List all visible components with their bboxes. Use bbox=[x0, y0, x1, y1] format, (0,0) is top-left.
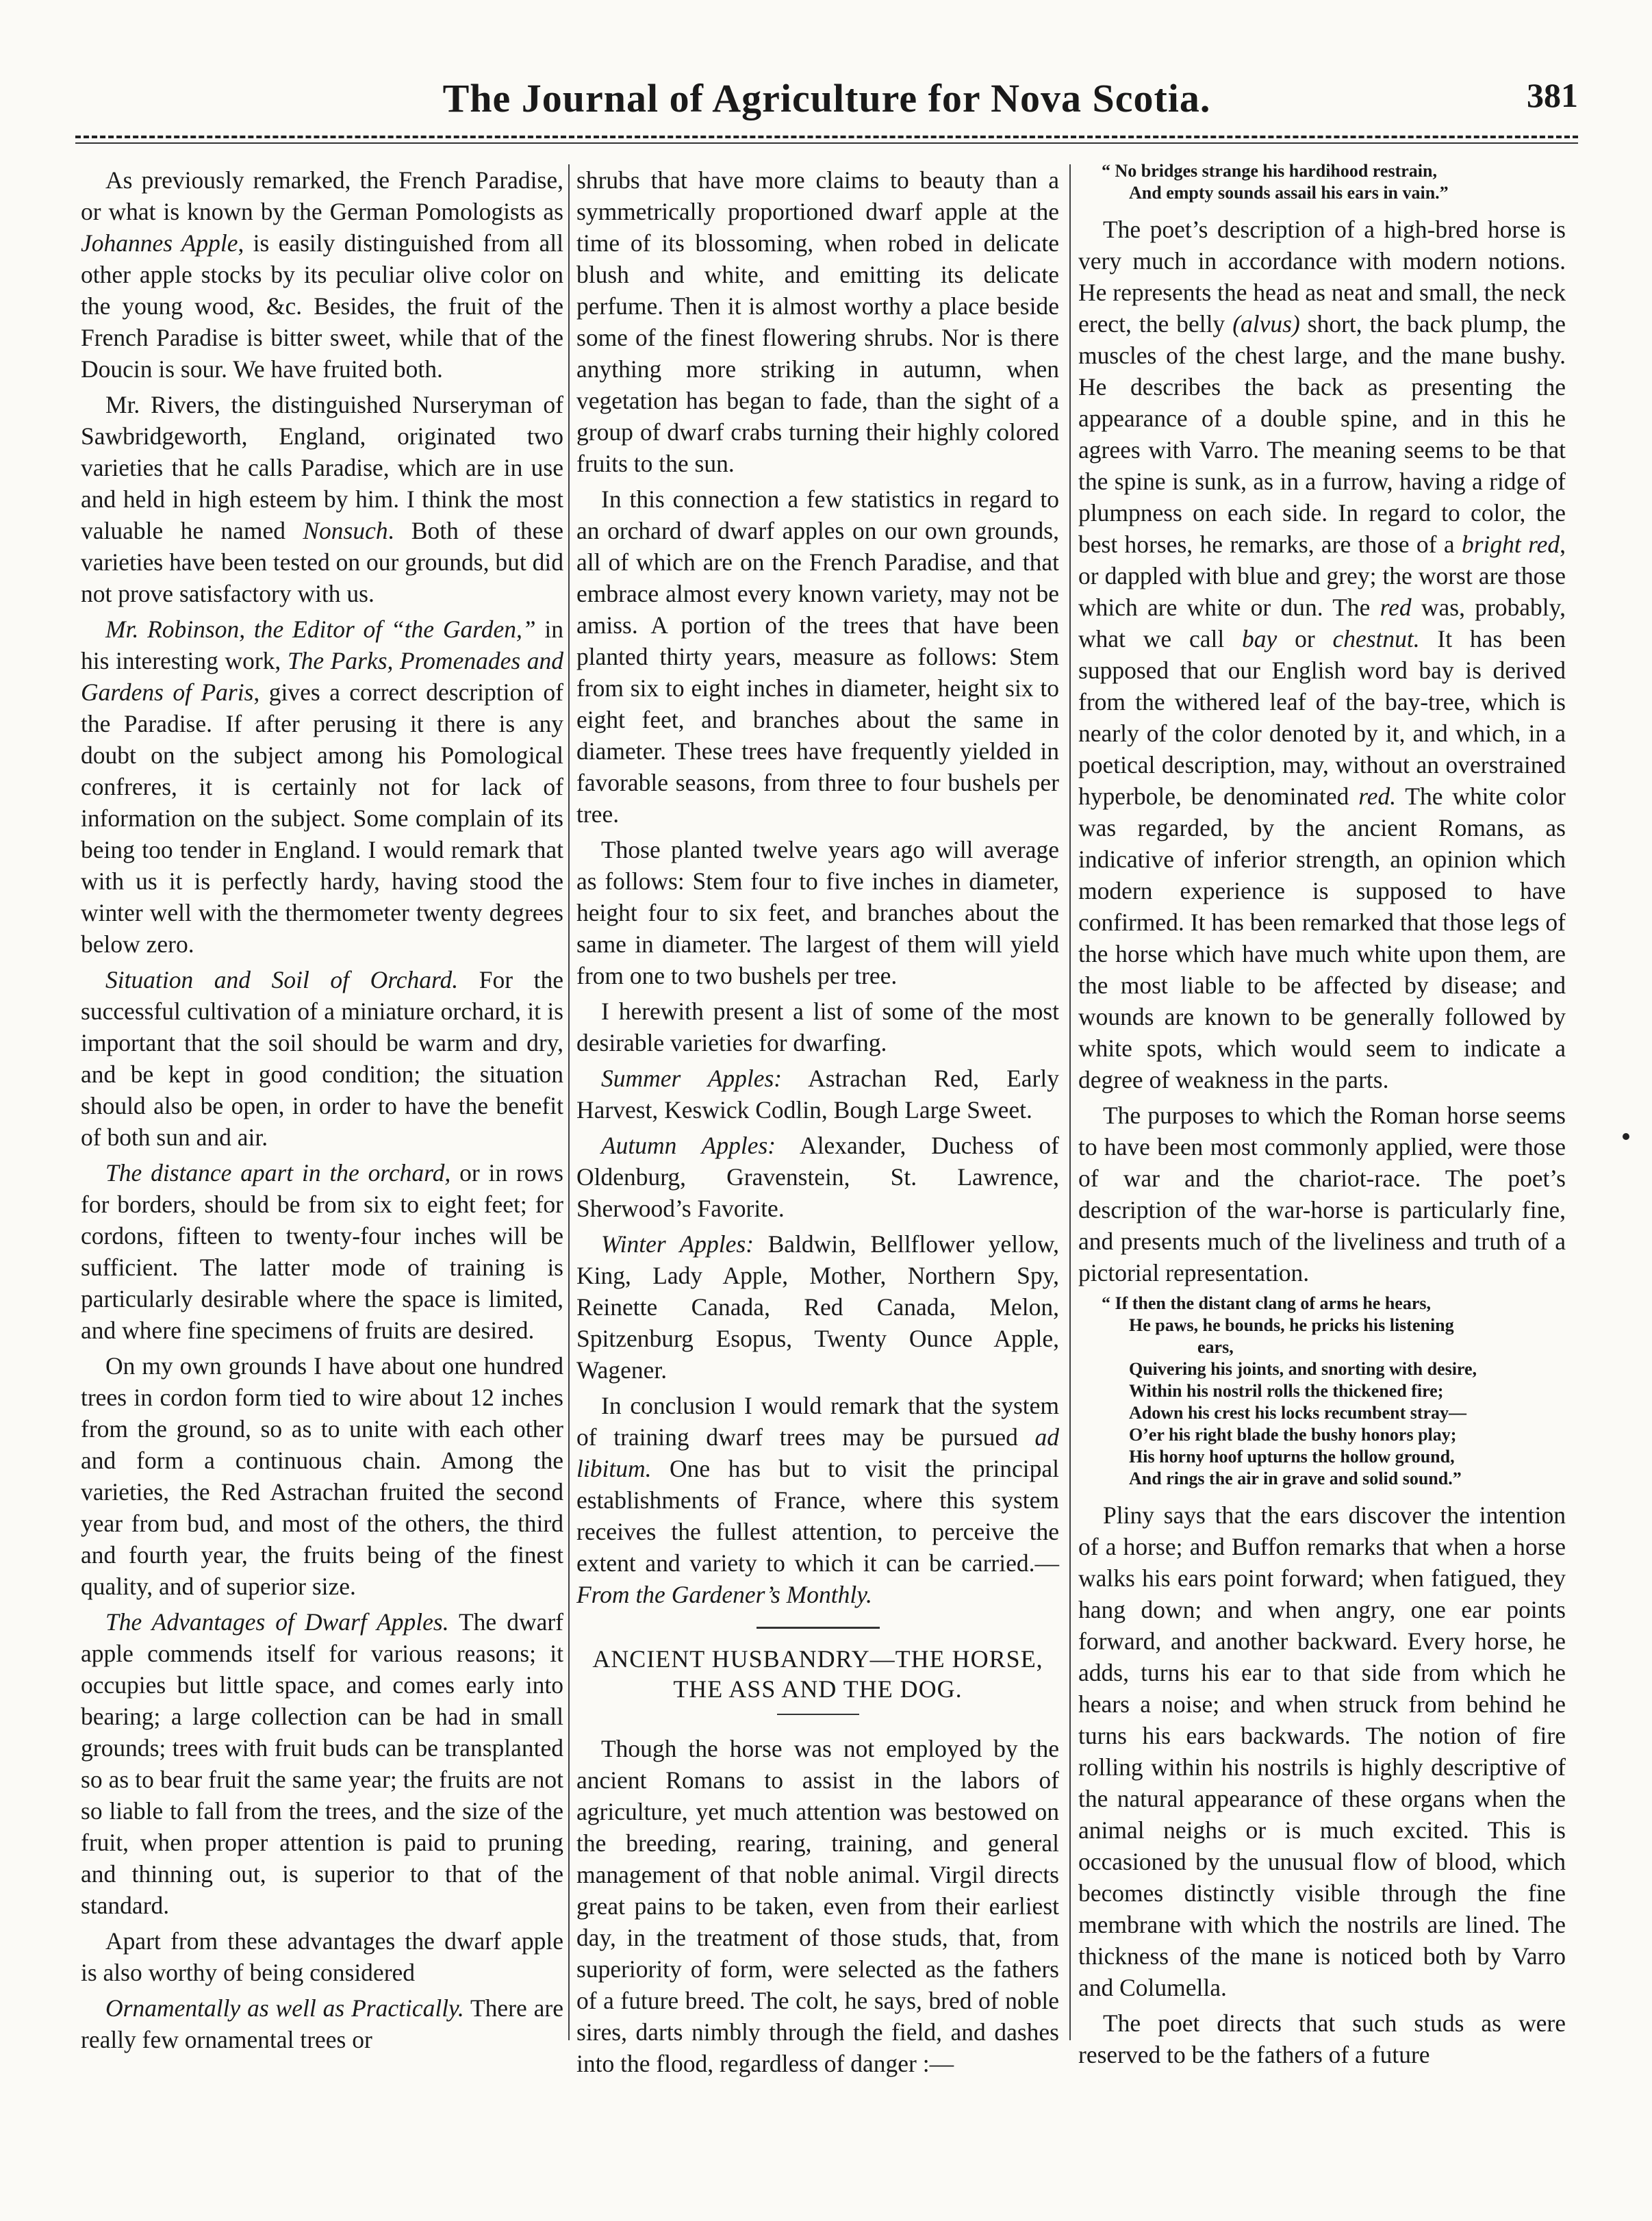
paragraph: In this connection a few statistics in regard to an orchard of dwarf apples on our own grounds, all of which are on the French Paradise, and that embrace almost every known variety, may not be amiss. A portion of the trees that have been planted thirty years, measure as follows: Stem from six to eight inches in diameter, height six to eight feet, and branches about the same in diameter. These trees have frequently yielded in favorable seasons, from three to four bushels per tree. bbox=[576, 485, 1059, 828]
paragraph: I herewith present a list of some of the most desirable varieties for dwarfing. bbox=[576, 998, 1059, 1056]
margin-ink-dot bbox=[1623, 1133, 1629, 1140]
paragraph: Mr. Rivers, the distinguished Nurseryman of Sawbridgeworth, England, originated two varieties that he calls Paradise, which are in use and held in high esteem by him. I think the most valuable he named Nonsuch. Both of these varieties have been tested on our grounds, but did not prove satisfactory with us. bbox=[81, 391, 563, 607]
page-header bbox=[75, 75, 1578, 137]
article-heading: ANCIENT HUSBANDRY—THE HORSE, THE ASS AND THE DOG. bbox=[592, 1645, 1043, 1703]
paragraph: Pliny says that the ears discover the intention of a horse; and Buffon remarks that when a horse walks his ears point forward; when fatigued, they hang down; and when angry, one ear points forward, and another backward. Every horse, he adds, turns his ear to that side from which he hears a noise; and when struck from behind he turns his ears backwards. The notion of fire rolling within his nostrils is highly descriptive of the natural appearance of these organs when the animal neighs or is much excited. This is occasioned by the unusual flow of blood, which becomes distinctly visible through the fine membrane with which the nostrils are lined. The thickness of the mane is noticed both by Varro and Columella. bbox=[1078, 1501, 1566, 2001]
paragraph: The poet’s description of a high-bred horse is very much in accordance with modern notions. He represents the head as neat and small, the neck erect, the belly (alvus) short, the back plump, the muscles of the chest large, and the mane bushy. He describes the back as presenting the appearance of a double spine, and in this he agrees with Varro. The meaning seems to be that the spine is sunk, as in a furrow, having a ridge of plumpness on each side. In regard to color, the best horses, he remarks, are those of a bright red, or dappled with blue and grey; the worst are those which are white or dun. The red was, probably, what we call bay or chestnut. It has been supposed that our English word bay is derived from the withered leaf of the bay-tree, which is nearly of the color denoted by it, and which, in a poetical description, may, without an overstrained hyperbole, be denominated red. The white color was regarded, by the ancient Romans, as indicative of inferior strength, an opinion which modern experience is supposed to have confirmed. It has been remarked that those legs of the horse which have much white upon them, are the most liable to be affected by disease; and wounds are known to be generally followed by white spots, which would seem to indicate a degree of weakness in the parts. bbox=[1078, 216, 1566, 1093]
paragraph: Situation and Soil of Orchard. For the successful cultivation of a miniature orchard, it is important that the soil should be warm and dry, and be kept in good condition; the situation should also be open, in order to have the benefit of both sun and air. bbox=[81, 966, 563, 1151]
column-3 bbox=[1078, 161, 1566, 2074]
paragraph: Autumn Apples: Alexander, Duchess of Oldenburg, Gravenstein, St. Lawrence, Sherwood’s Favorite. bbox=[576, 1132, 1059, 1222]
header-rule bbox=[75, 136, 1578, 138]
paragraph: The poet directs that such studs as were reserved to be the fathers of a future bbox=[1078, 2009, 1566, 2068]
page-number: 381 bbox=[1527, 76, 1578, 114]
column-1 bbox=[81, 164, 563, 2059]
paragraph: The purposes to which the Roman horse seems to have been most commonly applied, were those of war and the chariot-race. The poet’s description of the war-horse is particularly fine, and presents much of the liveliness and truth of a pictorial representation. bbox=[1078, 1102, 1566, 1286]
column-2 bbox=[576, 164, 1059, 2083]
paragraph: The Advantages of Dwarf Apples. The dwarf apple commends itself for various reasons; it occupies but little space, and comes early into bearing; a large collection can be had in small grounds; trees with fruit buds can be transplanted so as to bear fruit the same year; the fruits are not so liable to fall from the trees, and the size of the fruit, when proper attention is paid to pruning and thinning out, is superior to that of the standard. bbox=[81, 1608, 563, 1919]
verse-quote: “ No bridges strange his hardihood restrain, And empty sounds assail his ears in vain.” bbox=[1102, 161, 1449, 203]
verse-quote: “ If then the distant clang of arms he hears, He paws, he bounds, he pricks his listening ears, Quivering his joints, and snorting with desire, Within his nostril rolls the thickened fire; Adown his crest his locks recumbent stray— O’er his right blade the bushy honors play; His horny hoof upturns the hollow ground, And rings the air in grave and solid sound.” bbox=[1102, 1293, 1477, 1488]
column-divider-1 bbox=[568, 164, 570, 2040]
journal-title: The Journal of Agriculture for Nova Scotia. bbox=[442, 76, 1211, 120]
paragraph: The distance apart in the orchard, or in rows for borders, should be from six to eight feet; for cordons, fifteen to twenty-four inches will be sufficient. The latter mode of training is particularly desirable where the space is limited, and where fine specimens of fruits are desired. bbox=[81, 1159, 563, 1344]
paragraph: Those planted twelve years ago will average as follows: Stem four to five inches in diameter, height four to six feet, and branches about the same in diameter. The largest of them will yield from one to two bushels per tree. bbox=[576, 836, 1059, 989]
paragraph: Mr. Robinson, the Editor of “the Garden,” in his interesting work, The Parks, Promenades and Gardens of Paris, gives a correct description of the Paradise. If after perusing it there is any doubt on the subject among his Pomological confreres, it is certainly not for lack of information on the subject. Some complain of its being too tender in England. I would remark that with us it is perfectly hardy, having stood the winter well with the thermometer twenty degrees below zero. bbox=[81, 615, 564, 958]
paragraph: shrubs that have more claims to beauty than a symmetrically proportioned dwarf apple at the time of its blossoming, when robed in delicate blush and white, and emitting its delicate perfume. Then it is almost worthy a place beside some of the finest flowering shrubs. Nor is there anything more striking in autumn, when vegetation has began to fade, than the sight of a group of dwarf crabs turning their highly colored fruits to the sun. bbox=[576, 166, 1059, 477]
paragraph: Though the horse was not employed by the ancient Romans to assist in the labors of agriculture, yet much attention was bestowed on the breeding, rearing, training, and general management of that noble animal. Virgil directs great pains to be taken, even from their earliest day, in the treatment of those studs, that, from superiority of form, were selected as the fathers of a future breed. The colt, he says, bred of noble sires, darts nimbly through the field, and dashes into the flood, regardless of danger :— bbox=[576, 1735, 1059, 2077]
header-rule-thin bbox=[75, 142, 1578, 144]
column-divider-2 bbox=[1069, 164, 1071, 2040]
paragraph: Apart from these advantages the dwarf apple is also worthy of being considered bbox=[81, 1927, 563, 1986]
paragraph: In conclusion I would remark that the system of training dwarf trees may be pursued ad libitum. One has but to visit the principal establishments of France, where this system receives the fullest attention, to perceive the extent and variety to which it can be carried.—From the Gardener’s Monthly. bbox=[576, 1392, 1059, 1608]
paragraph: Winter Apples: Baldwin, Bellflower yellow, King, Lady Apple, Mother, Northern Spy, Reinette Canada, Red Canada, Melon, Spitzenburg Esopus, Twenty Ounce Apple, Wagener. bbox=[576, 1230, 1059, 1384]
paragraph: Summer Apples: Astrachan Red, Early Harvest, Keswick Codlin, Bough Large Sweet. bbox=[576, 1065, 1059, 1124]
paragraph: As previously remarked, the French Paradise, or what is known by the German Pomologists as Johannes Apple, is easily distinguished from all other apple stocks by its peculiar olive color on the young wood, &c. Besides, the fruit of the French Paradise is bitter sweet, while that of the Doucin is sour. We have fruited both. bbox=[81, 166, 564, 383]
section-divider bbox=[757, 1627, 880, 1629]
paragraph: On my own grounds I have about one hundred trees in cordon form tied to wire about 12 inches from the ground, so as to unite with each other and form a continuous chain. Among the varieties, the Red Astrachan fruited the second year from bud, and most of the others, the third and fourth year, the fruits being of the finest quality, and of superior size. bbox=[81, 1352, 563, 1600]
heading-rule bbox=[777, 1714, 859, 1715]
paragraph: Ornamentally as well as Practically. There are really few ornamental trees or bbox=[81, 1994, 563, 2053]
